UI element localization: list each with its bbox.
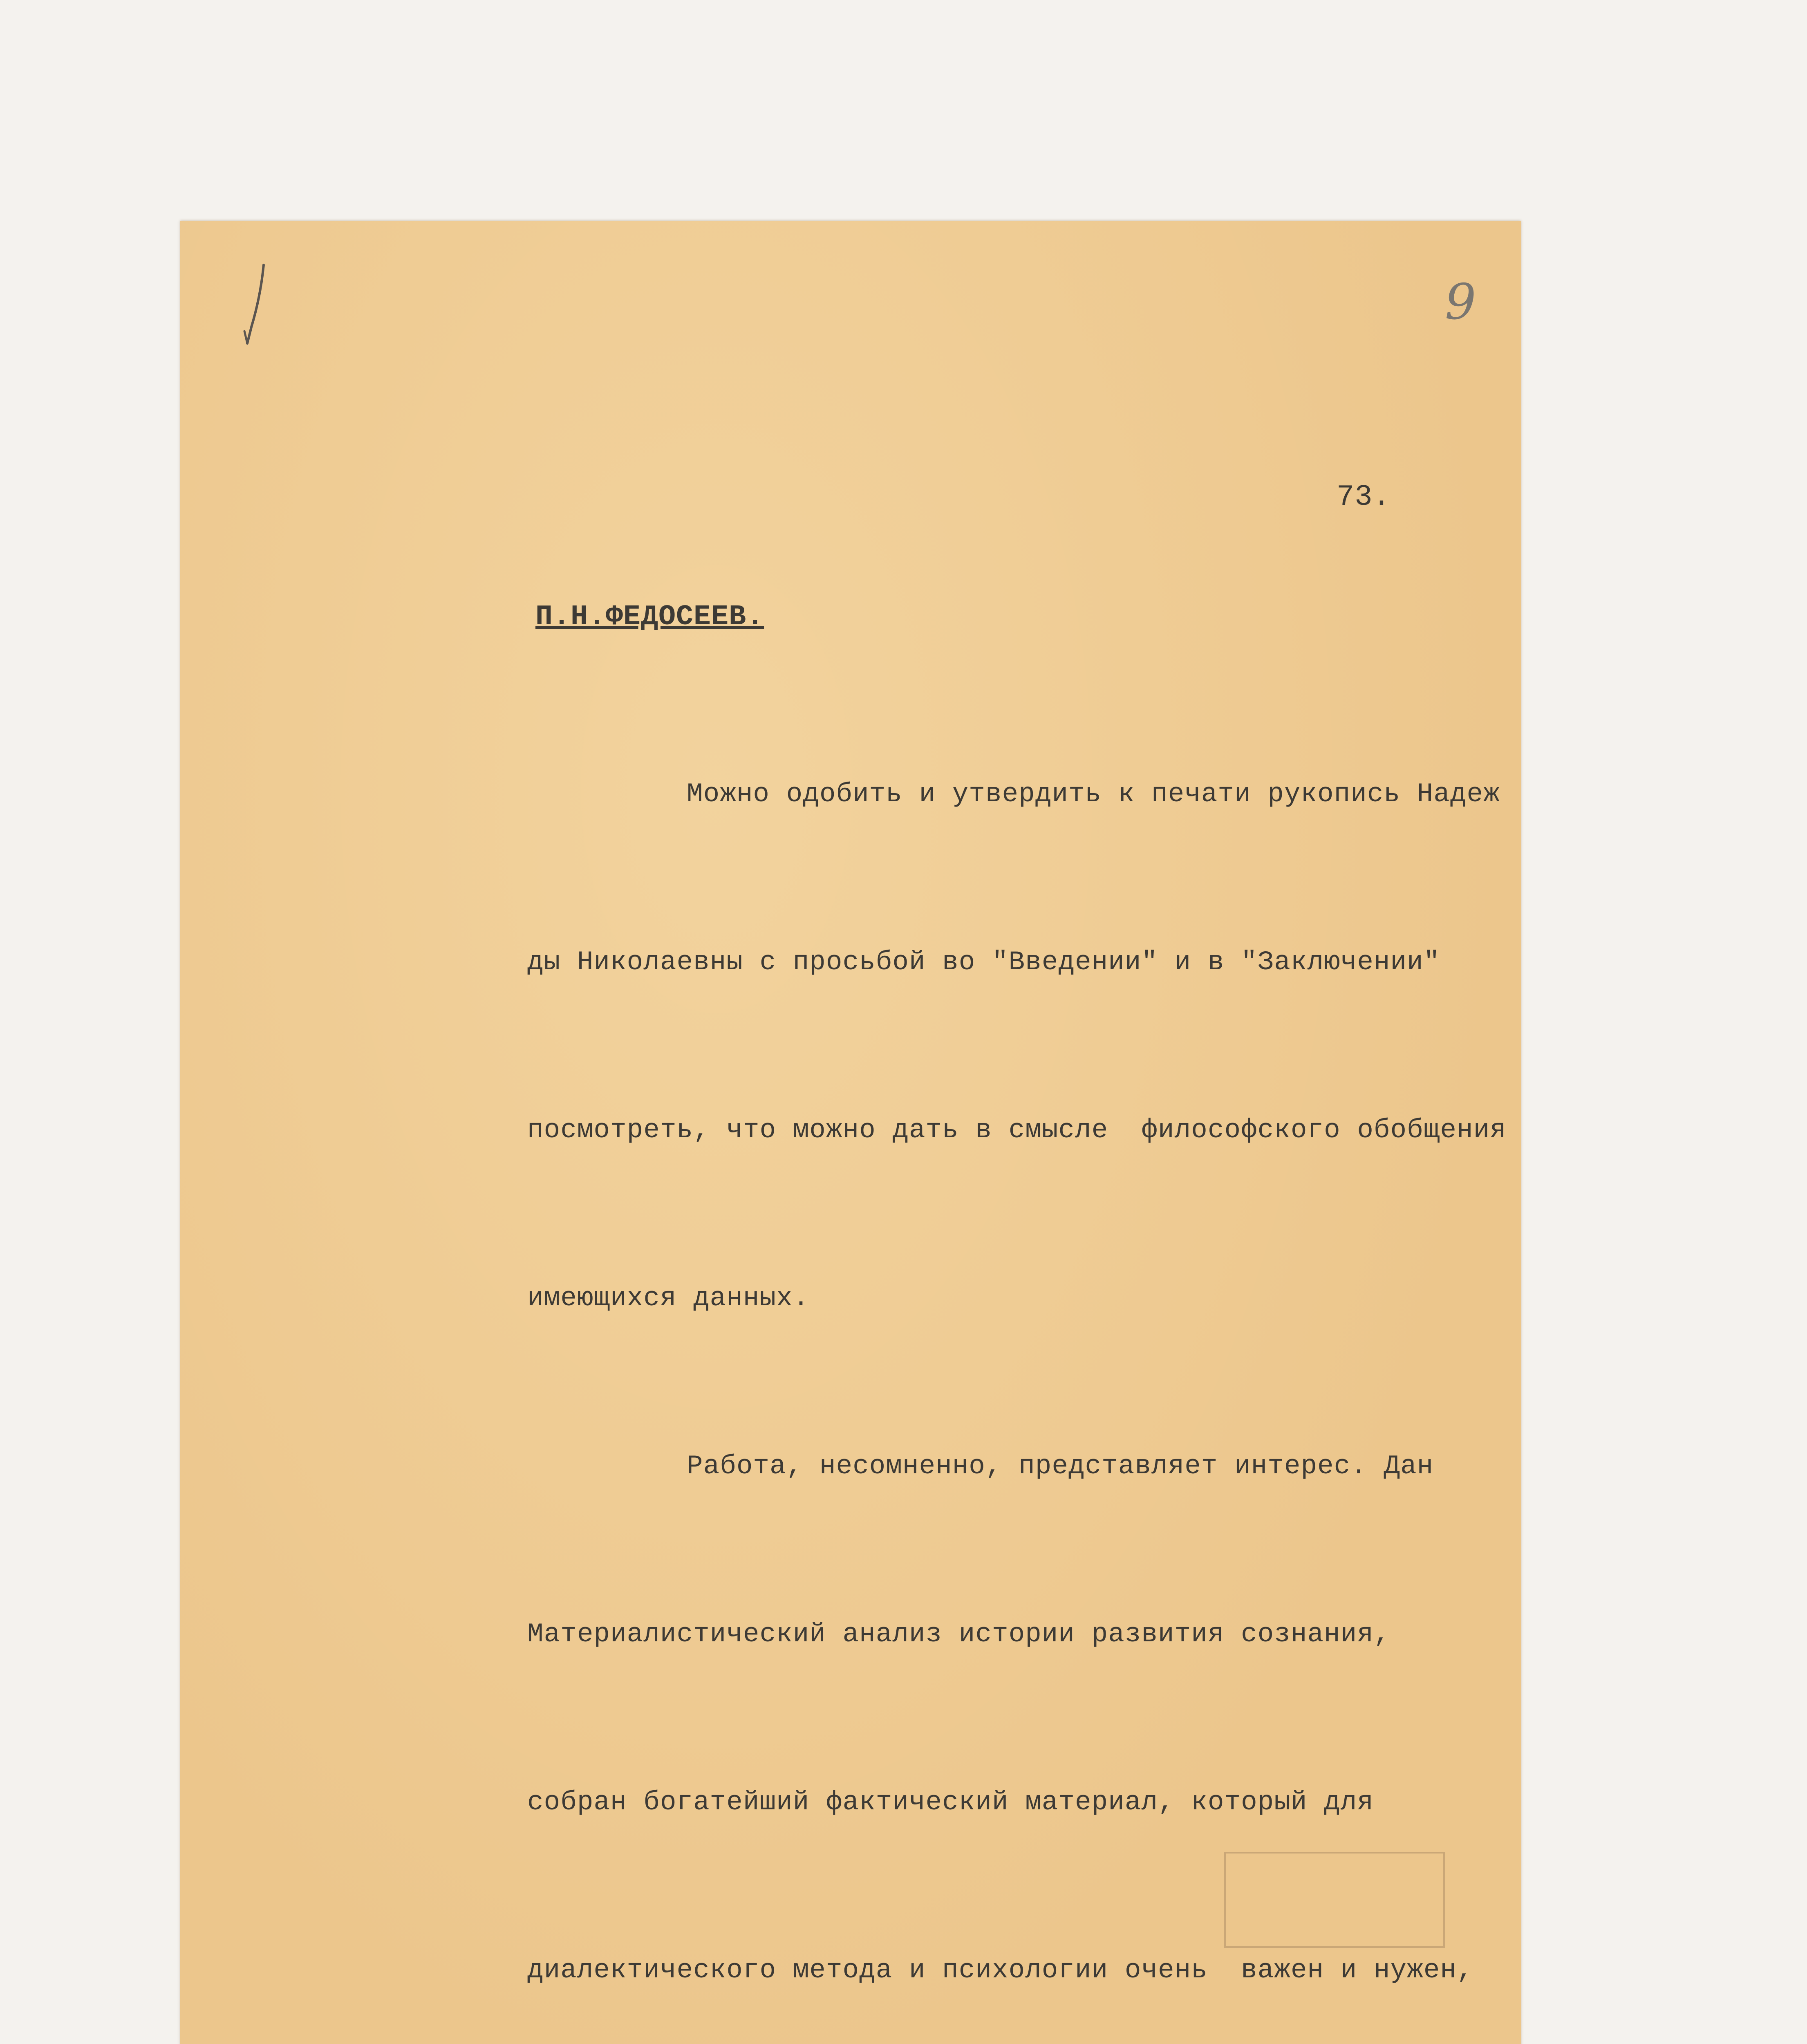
text-line: ды Николаевны с просьбой во "Введении" и в "Заключении": [527, 947, 1440, 977]
archive-number-handwritten: [1441, 270, 1490, 335]
text-line: Материалистический анализ истории развития сознания,: [527, 1619, 1391, 1650]
text-line: Работа, несомненно, представляет интерес. Дан: [687, 1451, 1434, 1481]
archive-stamp: [1224, 1852, 1445, 1948]
page-number: 73.: [1337, 480, 1391, 514]
text-line: собран богатейший фактический материал, который для: [527, 1787, 1374, 1818]
speaker-name: П.Н.ФЕДОСЕЕВ.: [535, 601, 764, 633]
transcript-body: [527, 654, 1516, 2044]
svg-text:9: 9: [1445, 274, 1476, 331]
text-line: диалектического метода и психологии очень важен и нужен,: [527, 1955, 1473, 1986]
text-line: имеющихся данных.: [527, 1283, 810, 1313]
text-line: посмотреть, что можно дать в смысле философского обобщения: [527, 1115, 1507, 1145]
text-line: Можно одобить и утвердить к печати рукопись Надеж: [687, 779, 1500, 809]
check-mark: [241, 262, 274, 352]
